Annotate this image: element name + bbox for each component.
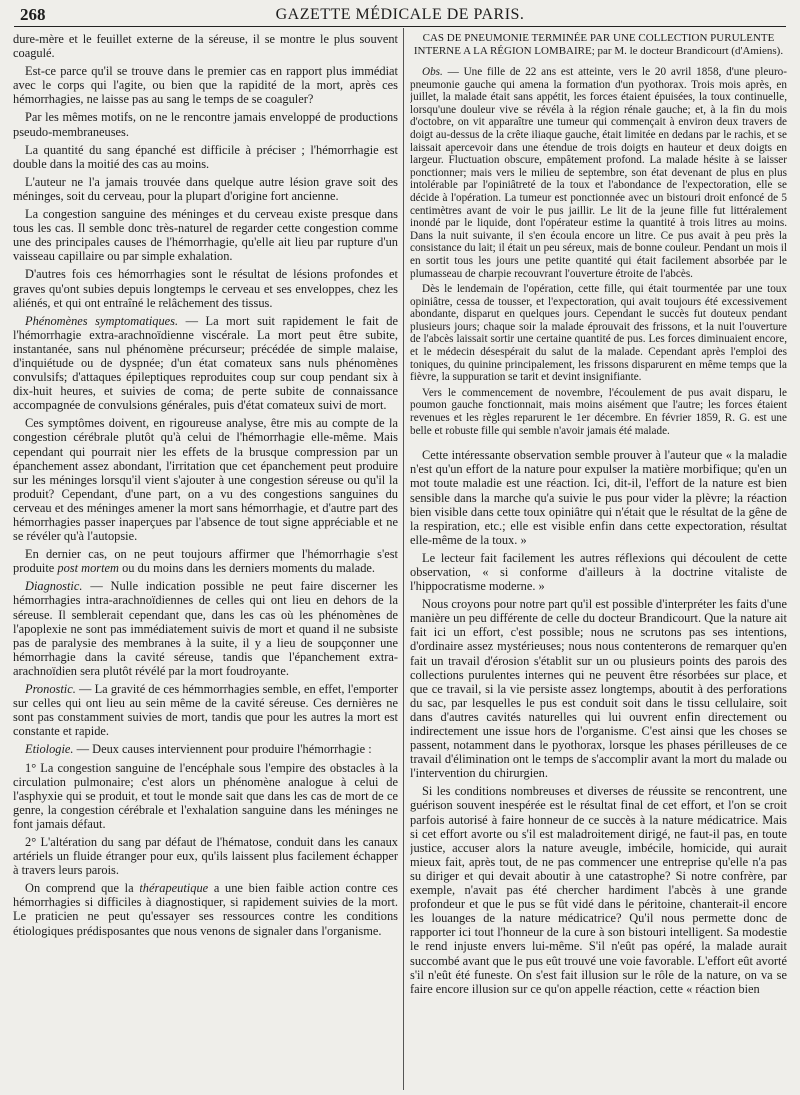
section-lead-prognosis: Pronostic. — [25, 682, 76, 697]
etiology-text: — Deux causes interviennent pour produire l'hémorrhagie : — [73, 742, 372, 757]
page-header — [14, 4, 786, 27]
section-lead-diagnosis: Diagnostic. — [25, 579, 83, 594]
paragraph: La quantité du sang épanché est difficile à préciser ; l'hémorrhagie est double dans la moitié des cas au moins. — [13, 142, 398, 171]
therapy-italic: thérapeutique — [139, 881, 209, 896]
postmortem-paragraph — [13, 547, 398, 575]
paragraph: L'auteur ne l'a jamais trouvée dans quelque autre lésion grave soit des méninges, soit du cerveau, pour la plupart d'origine fort ancienne. — [13, 174, 398, 203]
paragraph: Est-ce parce qu'il se trouve dans le premier cas en rapport plus immédiat avec le corps qui l'agite, ou bien que la rapidité de la mort, après ces hémorrhagies, ne laisse pas au sang le temps de se coaguler? — [13, 64, 398, 107]
article-title: CAS DE PNEUMONIE TERMINÉE PAR UNE COLLECTION PURULENTE INTERNE A LA RÉGION LOMBAIRE; par M. le docteur Brandicourt (d'Amiens). — [413, 32, 784, 57]
left-column — [13, 32, 398, 1090]
prognosis-text: — La gravité de ces hémmorrhagies semble, en effet, l'emporter sur celles qui ont lieu au sein même de la cavité séreuse. Ces dernières ne sont pas constamment suivies de mort, tandis que pour les autres la mort est constante et rapide. — [13, 682, 398, 739]
paragraph: Ces symptômes doivent, en rigoureuse analyse, être mis au compte de la congestion cérébrale plutôt qu'à celui de l'hémorrhagie elle-même. Mais cependant qui pourrait nier les effets de la brusque compression par un épanchement assez abondant, l'irritation que cet épanchement peut produire sur les méninges lorsqu'il vient s'ajouter à une congestion séreuse ou qu'il la produit? Cependant, d'une part, on a vu des congestions sanguines du cerveau et des méninges amener la mort sans hémorrhagie, et d'autre part des hémorrhagies passer inaperçues par l'absence de tout signe appréciable et ne se révéler qu'à l'autopsie. — [13, 416, 398, 544]
observation-paragraph: Dès le lendemain de l'opération, cette fille, qui était tourmentée par une toux opiniâtre, cessa de tousser, et l'expectoration, qui avait toujours été excessivement abondante, disparut en quelques jours. Cependant le succès fut douteux pendant plusieurs jours; chaque soir la malade éprouvait des frissons, et la nuit l'ouverture de l'abcès laissait sortir une certaine quantité de pus. Les forces diminuaient encore, et le médecin désespérait du salut de la malade. Cependant après l'emploi des toniques, du quinine principalement, les frissons disparurent en même temps que la fièvre, la suppuration se tarit et devint insignifiante. — [410, 283, 787, 384]
paragraph: Cette intéressante observation semble prouver à l'auteur que « la maladie n'est qu'un effort de la nature pour expulser la matière morbifique; qu'en un mot toute maladie est une réaction. Ici, dit-il, l'effort de la nature est bien sensible dans la marche qu'a suivie le pus pour vider la plèvre; la réaction bien visible dans cette toux opiniâtre qui n'était que le résultat de la gêne de la respiration, etc.; elle est visible enfin dans cette expectoration, résultat elle-même de la toux. » — [410, 448, 787, 547]
section-lead-etiology: Etiologie. — [25, 742, 74, 757]
paragraph: D'autres fois ces hémorrhagies sont le résultat de lésions profondes et graves qu'ont subies depuis longtemps le cerveau et ses enveloppes, chez les aliénés, et qui ont entraîné le relâchement des tissus. — [13, 267, 398, 310]
diagnosis-paragraph — [13, 579, 398, 678]
right-column — [410, 32, 787, 1090]
column-divider — [403, 28, 404, 1090]
etiology-item-1: 1° La congestion sanguine de l'encéphale sous l'empire des obstacles à la circulation pulmonaire; c'est alors un phénomène analogue à celui de l'asphyxie qui se produit, et tout le monde sait que dans les cas de mort de ce genre, la congestion cérébrale et l'exhalation sanguine dans les méninges ne font jamais défaut. — [13, 760, 398, 831]
paragraph: dure-mère et le feuillet externe de la séreuse, il se montre le plus souvent coagulé. — [13, 32, 398, 61]
diagnosis-text: — Nulle indication possible ne peut faire discerner les hémorrhagies intra-arachnoïdiennes de celles qui ont lieu en dehors de la séreuse. Il semblerait cependant que, dans les cas où les phénomènes de l'apoplexie ne sont pas immédiatement suivis de mort et quand il ne subsiste pas de paralysie des membranes à la suite, il y a lieu de soupçonner une hémorrhagie dans la cavité séreuse, tandis que l'épanchement extra-arachnoïdien sera plutôt révélé par la mort foudroyante. — [13, 579, 398, 678]
obs-text: — Une fille de 22 ans est atteinte, vers le 20 avril 1858, d'une pleuro-pneumonie gauche qui amena la formation d'un pyothorax. Trois mois après, en juillet, la malade était sans appétit, les forces étaient épuisées, la toux continuelle, lorsqu'une douleur vive se révéla à la région rénale gauche; et, à la fin du mois d'octobre, on vit apparaître une tumeur qui commençait à environ deux travers de doigt au-dessus de la crête iliaque gauche, était limitée en dedans par le rachis, et se laissait apercevoir dans une étendue de trois doigts en hauteur et deux doigts en largeur. Fluctuation obscure, empâtement profond. La malade hésite à se laisser ponctionner; mais vers le milieu de septembre, son état devenant de plus en plus intolérable par l'opiniâtreté de la toux et l'abondance de l'expectoration, elle se décide à l'opération. La tumeur est ponctionnée avec un bistouri droit enfoncé de 5 centimètres avant de voir le pus jaillir. Le lit de la jeune fille fut littéralement inondé par le liquide, dont l'opérateur estime la quantité à trois litres au moins. Dans la nuit suivante, il s'en écoula encore un litre. Ce pus avait à peu près la consistance du lait; il était un peu séreux, mais de bonne couleur. Pendant un mois il en sortit tous les jours une petite quantité qui était facilement absorbée par le plumasseau de charpie recouvrant l'ouverture étroite de l'abcès. — [410, 66, 787, 280]
section-lead-symptoms: Phénomènes symptomatiques. — [25, 313, 179, 328]
paragraph: Nous croyons pour notre part qu'il est possible d'interpréter les faits d'une manière un peu différente de celle du docteur Brandicourt. Que la nature ait fait ici un effort, c'est possible; nous ne scrutons pas ses intentions, d'ordinaire assez mystérieuses; nous nous contenterons de remarquer qu'en fait un travail d'érosion s'établit sur un ou plusieurs points des parois des collections purulentes internes qui ne peuvent être résorbées sur place, et que ce travail, si la vie persiste assez longtemps, aboutit à des perforations du sac, par lesquelles le pus est conduit soit dans le tissu cellulaire, soit dans d'autres cavités naturelles qui lui ouvrent enfin directement ou indirectement une issue hors de l'organisme. C'est ainsi que les choses se passent, notamment dans le pyothorax, lorsque les phases périlleuses de ce travail d'élimination ont le temps de s'accomplir avant la mort du malade ou l'intervention du chirurgien. — [410, 597, 787, 781]
obs-lead: Obs. — [422, 66, 443, 78]
prognosis-paragraph — [13, 682, 398, 738]
symptoms-paragraph — [13, 314, 398, 413]
paragraph: Par les mêmes motifs, on ne le rencontre jamais enveloppé de productions pseudo-membraneuses. — [13, 110, 398, 139]
symptoms-text: — La mort suit rapidement le fait de l'hémorrhagie extra-arachnoïdienne viscérale. La mort peut être subite, instantanée, sans nul phénomène précurseur; précédée de simple malaise, d'inquiétude ou de dyspnée; d'un état comateux sans nuls phénomènes convulsifs; d'attaques épileptiques reproduites coup sur coup pendant six à dix-huit heures, et suivies de coma; de perte subite de connaissance accompagnée de convulsions générales, puis d'état comateux suivi de mort. — [13, 313, 398, 413]
observation-block — [410, 66, 787, 437]
paragraph: Le lecteur fait facilement les autres réflexions qui découlent de cette observation, « si conforme d'ailleurs à la doctrine vitaliste de l'hippocratisme moderne. » — [410, 550, 787, 594]
etiology-item-2: 2° L'altération du sang par défaut de l'hématose, conduit dans les canaux artériels un fluide étranger pour eux, qu'ils laissent plus facilement échapper à travers leurs parois. — [13, 834, 398, 878]
paragraph: La congestion sanguine des méninges et du cerveau existe presque dans tous les cas. Il semble donc très-naturel de regarder cette congestion comme une des principales causes de l'hémorrhagie, qu'elle ait lieu par rupture d'un vaisseau capillaire ou par simple exhalation. — [13, 207, 398, 264]
postmortem-after: ou du moins dans les derniers moments du malade. — [119, 561, 376, 576]
therapy-paragraph — [13, 881, 398, 937]
spacer — [410, 440, 787, 448]
etiology-paragraph — [13, 742, 398, 756]
paragraph: Si les conditions nombreuses et diverses de réussite se rencontrent, une guérison souvent inespérée est le résultat final de cet effort, et l'on se croit parfois autorisé à faire honneur de ce succès à la nature médicatrice. Mais si cet effort avorte ou s'il est maladroitement dirigé, ne faut-il pas, en toute justice, accuser alors la nature aveugle, imbécile, homicide, qui aurait mieux fait, après tout, de ne pas commencer une entreprise qu'elle n'a pas su diriger et qui devait aboutir à une catastrophe? Si notre confrère, par exemple, n'avait pas été chercher hardiment l'abcès à une grande profondeur et que le pus se fût vidé dans le péritoine, chanterait-il encore les louanges de la nature médicatrice? Qu'il nous permette donc de rapporter ici tout l'honneur de la cure à son bistouri intelligent. Sa modestie le rend injuste envers lui-même. S'il n'eût pas opéré, la malade aurait succombé avant que le pus eût trouvé une voie favorable. L'effort eût avorté s'il n'eût été funeste. On s'est fait illusion sur le rôle de la nature, on va se faire encore illusion sur ce qu'on appelle réaction, cette « réaction bien — [410, 784, 787, 996]
running-title: GAZETTE MÉDICALE DE PARIS. — [275, 6, 525, 23]
observation-paragraph: Vers le commencement de novembre, l'écoulement de pus avait disparu, le poumon gauche fonctionnait, mais moins aisément que l'autre; les forces étaient revenues et les règles reparurent le 1er décembre. En février 1859, R. G. est une belle et robuste fille qui semble n'avoir jamais été malade. — [410, 386, 787, 437]
therapy-after: a une bien faible action contre ces hémorrhagies si difficiles à diagnostiquer, si rapidement suivies de la mort. Le praticien ne peut qu'essayer ses ressources contre les conditions étiologiques prédisposantes que nous venons de signaler dans l'organisme. — [13, 881, 398, 938]
page-number: 268 — [20, 5, 46, 24]
observation-paragraph — [410, 66, 787, 280]
therapy-before: On comprend que la — [25, 881, 140, 896]
postmortem-italic: post mortem — [57, 561, 119, 576]
postmortem-before: En dernier cas, on ne peut toujours affirmer que l'hémorrhagie s'est produite — [13, 547, 398, 576]
